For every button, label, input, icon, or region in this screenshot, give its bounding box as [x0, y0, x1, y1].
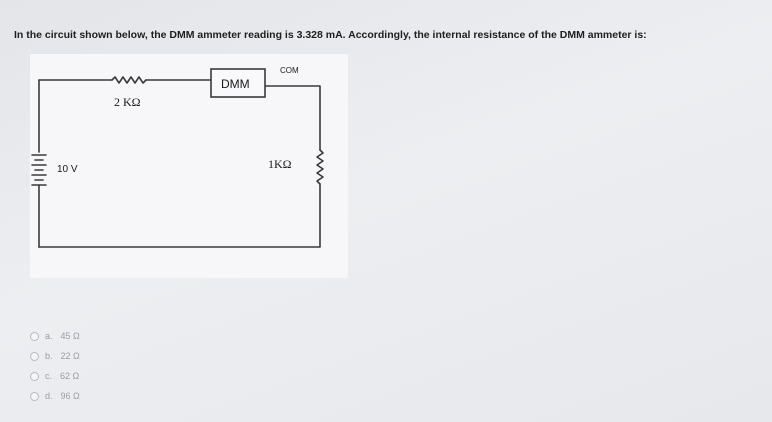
option-text: 22 Ω: [60, 351, 80, 361]
option-b[interactable]: [30, 346, 190, 366]
option-letter: d.: [45, 391, 53, 401]
option-c[interactable]: [30, 366, 190, 386]
circuit-diagram: [30, 54, 348, 278]
resistor-1k-zigzag: [317, 150, 323, 184]
radio-button[interactable]: [30, 392, 39, 401]
option-text: 45 Ω: [60, 331, 80, 341]
radio-button[interactable]: [30, 372, 39, 381]
wire-top-right: [265, 86, 320, 150]
resistor-1k-label: 1KΩ: [268, 157, 292, 171]
option-text: 96 Ω: [60, 391, 80, 401]
dmm-label: DMM: [221, 77, 250, 91]
radio-button[interactable]: [30, 352, 39, 361]
resistor-2k-label: 2 KΩ: [114, 95, 141, 109]
option-letter: c.: [45, 371, 53, 381]
option-text: 62 Ω: [60, 371, 80, 381]
resistor-2k-zigzag: [112, 77, 146, 83]
option-a[interactable]: [30, 326, 190, 346]
question-text: In the circuit shown below, the DMM ammeter reading is 3.328 mA. Accordingly, the internal resistance of the DMM ammeter is:: [14, 29, 647, 41]
com-label: COM: [280, 66, 299, 75]
option-letter: a.: [45, 331, 53, 341]
option-d[interactable]: [30, 386, 190, 406]
radio-button[interactable]: [30, 332, 39, 341]
option-letter: b.: [45, 351, 53, 361]
source-voltage-label: 10 V: [57, 164, 78, 175]
wire-right-bottom: [39, 184, 320, 247]
answer-options: [30, 326, 190, 406]
